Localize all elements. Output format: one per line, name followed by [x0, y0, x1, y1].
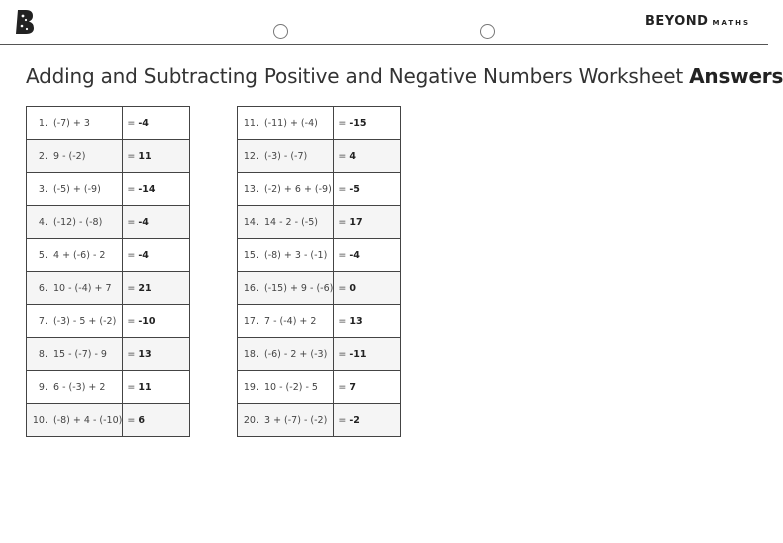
- equals-sign: =: [338, 315, 347, 327]
- table-row: [238, 140, 401, 173]
- question-expression: (-6) - 2 + (-3): [264, 348, 328, 360]
- question-cell: [27, 404, 123, 437]
- equals-sign: =: [127, 183, 136, 195]
- question-number: 6.: [38, 282, 48, 294]
- question-expression: (-7) + 3: [53, 117, 90, 129]
- equals-sign: =: [338, 381, 347, 393]
- answer-cell: [334, 404, 401, 437]
- table-row: [238, 404, 401, 437]
- answer-value: -2: [349, 414, 360, 426]
- table-row: [27, 206, 190, 239]
- table-row: [27, 371, 190, 404]
- answer-cell: [334, 239, 401, 272]
- answer-value: -4: [138, 249, 149, 261]
- question-number: 13.: [243, 183, 259, 195]
- question-cell: [238, 206, 334, 239]
- question-expression: (-2) + 6 + (-9): [264, 183, 332, 195]
- question-expression: (-3) - (-7): [264, 150, 308, 162]
- answer-cell: [334, 272, 401, 305]
- table-row: [27, 107, 190, 140]
- question-number: 15.: [243, 249, 259, 261]
- question-expression: (-3) - 5 + (-2): [53, 315, 117, 327]
- equals-sign: =: [127, 414, 136, 426]
- answer-cell: [334, 206, 401, 239]
- question-number: 14.: [243, 216, 259, 228]
- question-number: 2.: [38, 150, 48, 162]
- question-expression: 10 - (-2) - 5: [264, 381, 318, 393]
- table-row: [27, 404, 190, 437]
- equals-sign: =: [338, 348, 347, 360]
- table-row: [238, 206, 401, 239]
- question-number: 8.: [38, 348, 48, 360]
- answer-cell: [123, 140, 190, 173]
- question-expression: 6 - (-3) + 2: [53, 381, 106, 393]
- answer-cell: [123, 305, 190, 338]
- table-row: [238, 338, 401, 371]
- page-title: [26, 64, 783, 88]
- question-number: 16.: [243, 282, 259, 294]
- question-cell: [27, 272, 123, 305]
- question-number: 18.: [243, 348, 259, 360]
- answer-cell: [123, 272, 190, 305]
- table-row: [238, 173, 401, 206]
- question-expression: 7 - (-4) + 2: [264, 315, 317, 327]
- question-expression: (-11) + (-4): [264, 117, 318, 129]
- table-row: [238, 305, 401, 338]
- table-row: [238, 107, 401, 140]
- answer-cell: [123, 404, 190, 437]
- question-number: 9.: [38, 381, 48, 393]
- question-number: 17.: [243, 315, 259, 327]
- answer-value: -4: [138, 216, 149, 228]
- answer-value: 7: [349, 381, 356, 393]
- answers-table-left: [26, 106, 190, 437]
- question-cell: [238, 173, 334, 206]
- equals-sign: =: [338, 282, 347, 294]
- question-expression: (-8) + 4 - (-10): [53, 414, 123, 426]
- answer-cell: [334, 140, 401, 173]
- title-main: Adding and Subtracting Positive and Negative Numbers Worksheet: [26, 64, 683, 88]
- question-number: 19.: [243, 381, 259, 393]
- answer-value: -4: [349, 249, 360, 261]
- table-row: [27, 140, 190, 173]
- answer-value: -15: [349, 117, 367, 129]
- question-expression: 9 - (-2): [53, 150, 86, 162]
- table-row: [27, 305, 190, 338]
- page-header: [0, 0, 768, 45]
- question-number: 5.: [38, 249, 48, 261]
- question-cell: [27, 338, 123, 371]
- question-expression: 10 - (-4) + 7: [53, 282, 112, 294]
- question-expression: (-12) - (-8): [53, 216, 103, 228]
- table-row: [27, 338, 190, 371]
- answer-value: 4: [349, 150, 356, 162]
- answer-cell: [123, 173, 190, 206]
- answers-table-right: [237, 106, 401, 437]
- table-row: [238, 371, 401, 404]
- equals-sign: =: [338, 150, 347, 162]
- answer-value: 21: [138, 282, 152, 294]
- question-cell: [238, 239, 334, 272]
- question-cell: [238, 404, 334, 437]
- answer-cell: [334, 173, 401, 206]
- answer-cell: [334, 107, 401, 140]
- answer-cell: [334, 338, 401, 371]
- question-number: 7.: [38, 315, 48, 327]
- answer-value: 0: [349, 282, 356, 294]
- answer-cell: [123, 239, 190, 272]
- question-number: 20.: [243, 414, 259, 426]
- equals-sign: =: [127, 249, 136, 261]
- beyond-logo-icon: [14, 9, 36, 35]
- equals-sign: =: [127, 348, 136, 360]
- equals-sign: =: [127, 216, 136, 228]
- equals-sign: =: [127, 117, 136, 129]
- equals-sign: =: [338, 117, 347, 129]
- punch-hole-left: [273, 24, 288, 39]
- answer-value: -4: [138, 117, 149, 129]
- equals-sign: =: [127, 150, 136, 162]
- answer-value: 11: [138, 150, 152, 162]
- brand-name: BEYOND: [645, 14, 709, 29]
- question-cell: [27, 140, 123, 173]
- question-cell: [27, 371, 123, 404]
- question-cell: [27, 206, 123, 239]
- question-cell: [238, 338, 334, 371]
- punch-hole-right: [480, 24, 495, 39]
- answer-value: -11: [349, 348, 367, 360]
- answer-value: 11: [138, 381, 152, 393]
- answer-value: 13: [138, 348, 152, 360]
- question-number: 10.: [32, 414, 48, 426]
- question-number: 4.: [38, 216, 48, 228]
- table-row: [27, 272, 190, 305]
- question-expression: (-8) + 3 - (-1): [264, 249, 328, 261]
- answer-cell: [123, 371, 190, 404]
- table-row: [238, 239, 401, 272]
- equals-sign: =: [127, 282, 136, 294]
- answer-value: -5: [349, 183, 360, 195]
- equals-sign: =: [127, 315, 136, 327]
- title-bold: Answers: [689, 64, 783, 88]
- answer-cell: [123, 107, 190, 140]
- answer-value: -14: [138, 183, 156, 195]
- brand-sub: MATHS: [712, 19, 750, 27]
- table-row: [238, 272, 401, 305]
- question-cell: [238, 371, 334, 404]
- question-number: 12.: [243, 150, 259, 162]
- question-cell: [27, 107, 123, 140]
- question-expression: 4 + (-6) - 2: [53, 249, 106, 261]
- equals-sign: =: [338, 414, 347, 426]
- equals-sign: =: [127, 381, 136, 393]
- question-number: 1.: [38, 117, 48, 129]
- question-cell: [238, 305, 334, 338]
- question-cell: [238, 272, 334, 305]
- answer-cell: [123, 338, 190, 371]
- question-expression: 14 - 2 - (-5): [264, 216, 318, 228]
- answer-value: -10: [138, 315, 156, 327]
- answer-value: 6: [138, 414, 145, 426]
- answer-cell: [334, 371, 401, 404]
- question-expression: 3 + (-7) - (-2): [264, 414, 328, 426]
- equals-sign: =: [338, 183, 347, 195]
- question-cell: [27, 173, 123, 206]
- question-number: 3.: [38, 183, 48, 195]
- brand-logo: [645, 14, 750, 30]
- answer-cell: [334, 305, 401, 338]
- question-expression: 15 - (-7) - 9: [53, 348, 107, 360]
- answer-value: 13: [349, 315, 363, 327]
- question-cell: [27, 305, 123, 338]
- question-expression: (-15) + 9 - (-6): [264, 282, 334, 294]
- answer-cell: [123, 206, 190, 239]
- question-cell: [238, 107, 334, 140]
- question-cell: [238, 140, 334, 173]
- question-expression: (-5) + (-9): [53, 183, 101, 195]
- equals-sign: =: [338, 249, 347, 261]
- answer-value: 17: [349, 216, 363, 228]
- equals-sign: =: [338, 216, 347, 228]
- table-row: [27, 239, 190, 272]
- table-row: [27, 173, 190, 206]
- question-cell: [27, 239, 123, 272]
- question-number: 11.: [243, 117, 259, 129]
